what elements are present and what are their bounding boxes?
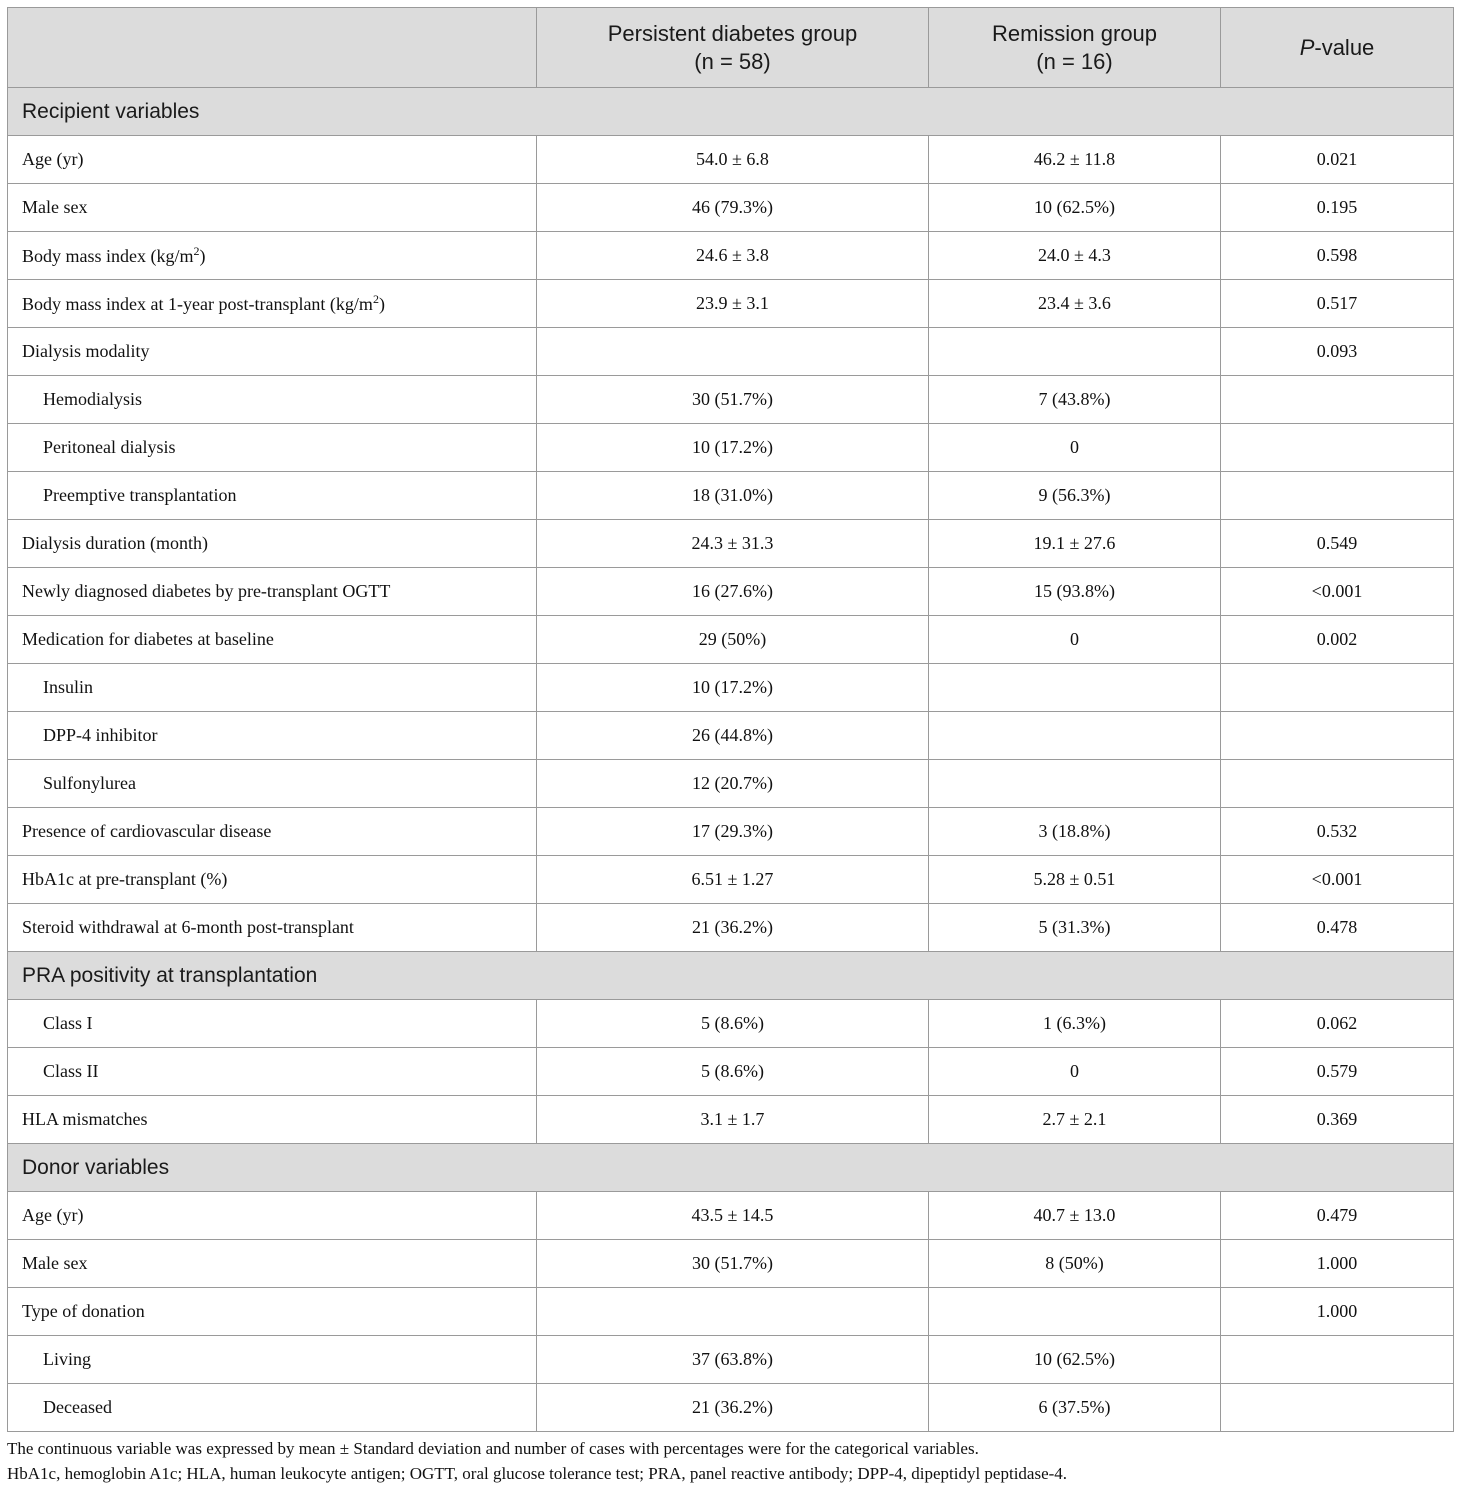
table-row	[8, 712, 1454, 760]
row-label-text: Hemodialysis	[43, 389, 142, 409]
table-row	[8, 1240, 1454, 1288]
cell-p-value	[1221, 760, 1454, 808]
cell-persistent: 18 (31.0%)	[537, 472, 929, 520]
table-row	[8, 232, 1454, 280]
cell-remission	[929, 1288, 1221, 1336]
header-remission-group	[929, 8, 1221, 88]
cell-persistent: 5 (8.6%)	[537, 1000, 929, 1048]
row-label-superscript: 2	[193, 244, 200, 258]
row-label	[8, 520, 537, 568]
row-label-text: Deceased	[43, 1397, 112, 1417]
table-row	[8, 520, 1454, 568]
cell-remission: 5 (31.3%)	[929, 904, 1221, 952]
cell-persistent: 10 (17.2%)	[537, 424, 929, 472]
row-label	[8, 136, 537, 184]
cell-p-value: 0.479	[1221, 1192, 1454, 1240]
cell-p-value: 0.369	[1221, 1096, 1454, 1144]
section-label: Donor variables	[8, 1144, 1454, 1192]
cell-p-value	[1221, 712, 1454, 760]
row-label-text: Body mass index at 1-year post-transplant (kg/m	[22, 294, 373, 314]
cell-p-value	[1221, 1384, 1454, 1432]
section-label: PRA positivity at transplantation	[8, 952, 1454, 1000]
header-row	[8, 8, 1454, 88]
row-label-text: Peritoneal dialysis	[43, 437, 176, 457]
row-label	[8, 760, 537, 808]
cell-p-value: 0.579	[1221, 1048, 1454, 1096]
cell-remission: 8 (50%)	[929, 1240, 1221, 1288]
cell-remission	[929, 712, 1221, 760]
cell-remission	[929, 760, 1221, 808]
cell-remission: 0	[929, 616, 1221, 664]
cell-persistent: 5 (8.6%)	[537, 1048, 929, 1096]
table-row	[8, 376, 1454, 424]
row-label-end: )	[199, 246, 206, 266]
cell-p-value: <0.001	[1221, 568, 1454, 616]
cell-remission: 15 (93.8%)	[929, 568, 1221, 616]
cell-remission: 0	[929, 424, 1221, 472]
cell-remission: 46.2 ± 11.8	[929, 136, 1221, 184]
section-row	[8, 88, 1454, 136]
cell-persistent: 37 (63.8%)	[537, 1336, 929, 1384]
row-label	[8, 424, 537, 472]
cell-persistent: 29 (50%)	[537, 616, 929, 664]
cell-persistent: 3.1 ± 1.7	[537, 1096, 929, 1144]
table-row	[8, 1288, 1454, 1336]
row-label-text: Newly diagnosed diabetes by pre-transplant OGTT	[22, 581, 391, 601]
table-row	[8, 664, 1454, 712]
table-row	[8, 1192, 1454, 1240]
row-label-text: Class I	[43, 1013, 93, 1033]
row-label-text: Living	[43, 1349, 91, 1369]
row-label-text: Class II	[43, 1061, 99, 1081]
header-persistent-group	[537, 8, 929, 88]
cell-p-value: 0.195	[1221, 184, 1454, 232]
row-label	[8, 280, 537, 328]
header-p-italic: P	[1299, 34, 1315, 60]
cell-persistent: 46 (79.3%)	[537, 184, 929, 232]
table-body	[8, 88, 1454, 1432]
row-label	[8, 1336, 537, 1384]
row-label-text: Medication for diabetes at baseline	[22, 629, 274, 649]
row-label-text: DPP-4 inhibitor	[43, 725, 158, 745]
row-label	[8, 568, 537, 616]
cell-persistent: 12 (20.7%)	[537, 760, 929, 808]
row-label	[8, 328, 537, 376]
row-label-text: HLA mismatches	[22, 1109, 148, 1129]
cell-persistent: 24.6 ± 3.8	[537, 232, 929, 280]
table-row	[8, 808, 1454, 856]
cell-remission: 0	[929, 1048, 1221, 1096]
row-label-text: Type of donation	[22, 1301, 145, 1321]
cell-persistent	[537, 1288, 929, 1336]
section-row	[8, 952, 1454, 1000]
cell-remission: 23.4 ± 3.6	[929, 280, 1221, 328]
cell-persistent: 30 (51.7%)	[537, 376, 929, 424]
table-row	[8, 904, 1454, 952]
cell-persistent: 10 (17.2%)	[537, 664, 929, 712]
header-p-rest: -value	[1314, 34, 1375, 60]
cell-persistent: 21 (36.2%)	[537, 904, 929, 952]
header-persistent-n: (n = 58)	[694, 48, 771, 74]
row-label-text: Age (yr)	[22, 1205, 84, 1225]
row-label	[8, 1096, 537, 1144]
header-variable	[8, 8, 537, 88]
row-label	[8, 1048, 537, 1096]
row-label	[8, 1000, 537, 1048]
baseline-characteristics-table	[7, 7, 1454, 1432]
table-row	[8, 1096, 1454, 1144]
table-row	[8, 1336, 1454, 1384]
row-label	[8, 808, 537, 856]
header-remission-title: Remission group	[991, 20, 1158, 46]
table-row	[8, 280, 1454, 328]
row-label-text: Male sex	[22, 197, 88, 217]
cell-remission: 40.7 ± 13.0	[929, 1192, 1221, 1240]
cell-remission: 10 (62.5%)	[929, 1336, 1221, 1384]
cell-remission: 2.7 ± 2.1	[929, 1096, 1221, 1144]
cell-persistent: 26 (44.8%)	[537, 712, 929, 760]
header-persistent-title: Persistent diabetes group	[607, 20, 858, 46]
table-row	[8, 856, 1454, 904]
table-row	[8, 184, 1454, 232]
cell-remission	[929, 664, 1221, 712]
cell-remission: 24.0 ± 4.3	[929, 232, 1221, 280]
cell-p-value: 1.000	[1221, 1288, 1454, 1336]
table-row	[8, 136, 1454, 184]
table-row	[8, 328, 1454, 376]
cell-p-value: 0.093	[1221, 328, 1454, 376]
table-row	[8, 568, 1454, 616]
table-row	[8, 1000, 1454, 1048]
cell-remission: 9 (56.3%)	[929, 472, 1221, 520]
cell-p-value	[1221, 472, 1454, 520]
cell-p-value: 0.478	[1221, 904, 1454, 952]
row-label-text: Presence of cardiovascular disease	[22, 821, 272, 841]
cell-remission: 19.1 ± 27.6	[929, 520, 1221, 568]
row-label-text: Preemptive transplantation	[43, 485, 237, 505]
row-label	[8, 376, 537, 424]
row-label-text: Age (yr)	[22, 149, 84, 169]
cell-persistent: 17 (29.3%)	[537, 808, 929, 856]
header-remission-n: (n = 16)	[1036, 48, 1113, 74]
cell-persistent: 16 (27.6%)	[537, 568, 929, 616]
cell-p-value	[1221, 424, 1454, 472]
cell-remission: 10 (62.5%)	[929, 184, 1221, 232]
row-label	[8, 232, 537, 280]
row-label-end: )	[378, 294, 385, 314]
cell-persistent: 21 (36.2%)	[537, 1384, 929, 1432]
row-label	[8, 1240, 537, 1288]
document-page	[7, 7, 1453, 1486]
cell-p-value: 0.062	[1221, 1000, 1454, 1048]
cell-persistent: 23.9 ± 3.1	[537, 280, 929, 328]
cell-remission	[929, 328, 1221, 376]
cell-persistent: 54.0 ± 6.8	[537, 136, 929, 184]
cell-remission: 3 (18.8%)	[929, 808, 1221, 856]
cell-p-value	[1221, 664, 1454, 712]
cell-p-value: 0.021	[1221, 136, 1454, 184]
table-row	[8, 1048, 1454, 1096]
cell-remission: 1 (6.3%)	[929, 1000, 1221, 1048]
header-p-value	[1221, 8, 1454, 88]
row-label	[8, 904, 537, 952]
cell-p-value: 0.517	[1221, 280, 1454, 328]
cell-p-value	[1221, 1336, 1454, 1384]
row-label	[8, 472, 537, 520]
row-label	[8, 184, 537, 232]
row-label-text: Insulin	[43, 677, 94, 697]
cell-p-value: 1.000	[1221, 1240, 1454, 1288]
table-row	[8, 760, 1454, 808]
cell-p-value: 0.549	[1221, 520, 1454, 568]
row-label	[8, 616, 537, 664]
table-row	[8, 424, 1454, 472]
row-label	[8, 856, 537, 904]
table-row	[8, 616, 1454, 664]
footnote-1: The continuous variable was expressed by mean ± Standard deviation and number of cases with percentages were for the categorical variables.	[7, 1439, 979, 1458]
row-label	[8, 712, 537, 760]
row-label-text: Male sex	[22, 1253, 88, 1273]
row-label-text: Dialysis duration (month)	[22, 533, 208, 553]
row-label-text: Steroid withdrawal at 6-month post-transplant	[22, 917, 354, 937]
row-label-superscript: 2	[372, 292, 379, 306]
table-footnotes	[7, 1436, 1453, 1486]
footnote-2: HbA1c, hemoglobin A1c; HLA, human leukocyte antigen; OGTT, oral glucose tolerance test; PRA, panel reactive antibody; DPP-4, dipeptidyl peptidase-4.	[7, 1464, 1068, 1483]
row-label	[8, 1192, 537, 1240]
row-label-text: Sulfonylurea	[43, 773, 136, 793]
section-row	[8, 1144, 1454, 1192]
cell-p-value: 0.532	[1221, 808, 1454, 856]
table-row	[8, 1384, 1454, 1432]
cell-remission: 6 (37.5%)	[929, 1384, 1221, 1432]
row-label-text: HbA1c at pre-transplant (%)	[22, 869, 228, 889]
cell-p-value: 0.598	[1221, 232, 1454, 280]
cell-persistent: 30 (51.7%)	[537, 1240, 929, 1288]
cell-persistent: 24.3 ± 31.3	[537, 520, 929, 568]
cell-p-value: <0.001	[1221, 856, 1454, 904]
cell-p-value	[1221, 376, 1454, 424]
row-label-text: Body mass index (kg/m	[22, 246, 194, 266]
table-row	[8, 472, 1454, 520]
cell-persistent	[537, 328, 929, 376]
cell-persistent: 43.5 ± 14.5	[537, 1192, 929, 1240]
cell-remission: 5.28 ± 0.51	[929, 856, 1221, 904]
row-label	[8, 1384, 537, 1432]
cell-persistent: 6.51 ± 1.27	[537, 856, 929, 904]
cell-p-value: 0.002	[1221, 616, 1454, 664]
row-label-text: Dialysis modality	[22, 341, 150, 361]
section-label: Recipient variables	[8, 88, 1454, 136]
cell-remission: 7 (43.8%)	[929, 376, 1221, 424]
row-label	[8, 664, 537, 712]
row-label	[8, 1288, 537, 1336]
